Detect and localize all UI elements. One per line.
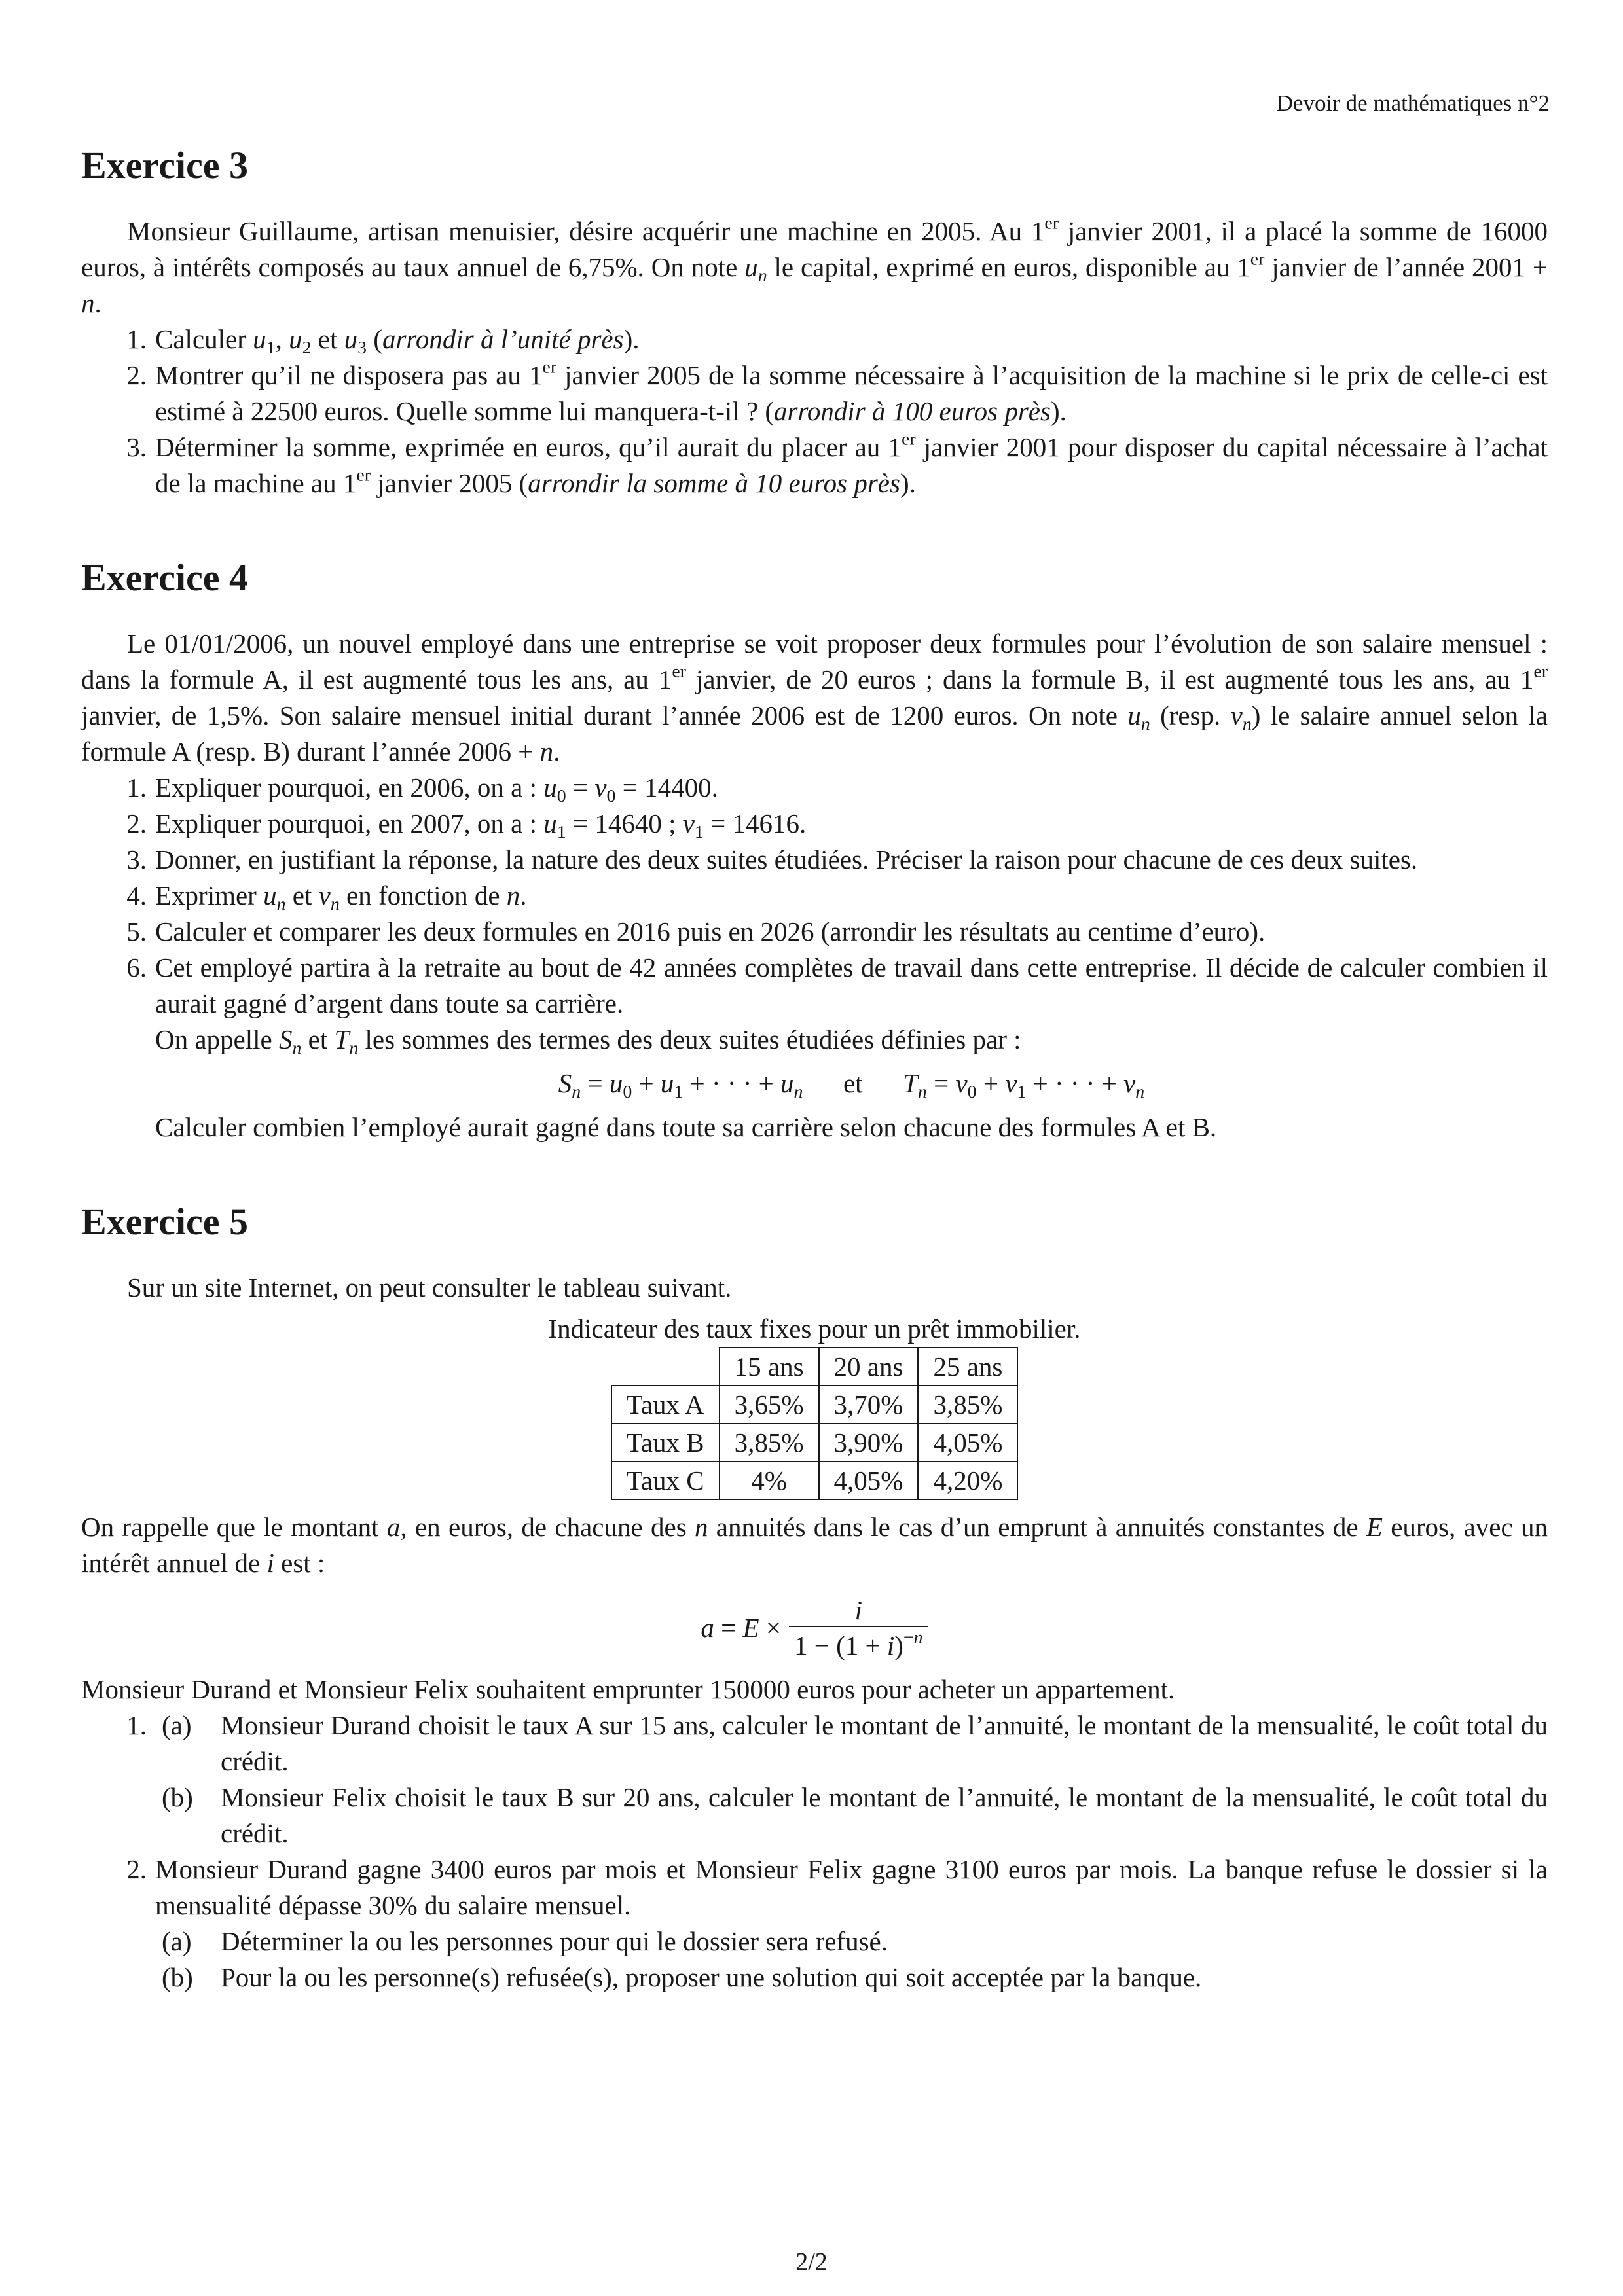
- table-row: [611, 1462, 1018, 1499]
- annuity-formula: a = E × $\frac{i}{1 - (1 + i)^{-n}}$: [81, 1594, 1548, 1661]
- text: Cet employé partira à la retraite au bout de 42 années complètes de travail dans cette entreprise. Il décide de calculer combien il aurait gagné d’argent dans toute sa carrière.: [155, 952, 1548, 1018]
- column-header: 15 ans: [720, 1348, 819, 1386]
- row-label: Taux B: [611, 1424, 720, 1462]
- table-cell: 3,70%: [819, 1386, 919, 1424]
- text: annuités dans le cas d’un emprunt à annuités constantes de: [708, 1512, 1366, 1542]
- text: est :: [274, 1548, 325, 1578]
- text: Calculer: [155, 324, 253, 354]
- text: Expliquer pourquoi, en 2006, on a :: [155, 772, 544, 802]
- text: janvier 2005 de la somme nécessaire à l’acquisition de la machine si le prix de celle-ci est estimé à 22500 euros. Quelle somme lui manquera-t-il ? (: [155, 360, 1548, 426]
- text: ).: [623, 324, 640, 354]
- text: Pour la ou les personne(s) refusée(s), proposer une solution qui soit acceptée par la banque.: [221, 1962, 1202, 1992]
- question-5: 5. Calculer et comparer les deux formules en 2016 puis en 2026 (arrondir les résultats au centime d’euro).: [126, 916, 1266, 946]
- text: les sommes des termes des deux suites étudiées définies par :: [358, 1024, 1021, 1054]
- annuity-recall: On rappelle que le montant a, en euros, de chacune des n annuités dans le cas d’un emprunt à annuités constantes de E euros, avec un intérêt annuel de i est :: [81, 1512, 1548, 1578]
- question-3: 3. Déterminer la somme, exprimée en euros, qu’il aurait du placer au 1er janvier 2001 pour disposer du capital nécessaire à l’achat de la machine au 1er janvier 2005 (arrondir la somme à 10 euros près).: [126, 429, 1548, 498]
- rates-table-wrapper: [81, 1347, 1548, 1500]
- exercise-3-intro: Monsieur Guillaume, artisan menuisier, désire acquérir une machine en 2005. Au 1er janvier 2001, il a placé la somme de 16000 euros, à intérêts composés au taux annuel de 6,75%. On note $u_n$ le capital, exprimé en euros, disponible au 1er janvier de l’année 2001 + n.: [81, 213, 1548, 318]
- text: On rappelle que le montant: [81, 1512, 387, 1542]
- table-row: [611, 1386, 1018, 1424]
- text: janvier, de 20 euros ; dans la formule B, il est augmenté tous les ans, au 1: [685, 664, 1534, 694]
- question-2b: (b) Pour la ou les personne(s) refusée(s), proposer une solution qui soit acceptée par la banque.: [162, 1962, 1202, 1992]
- text: janvier 2001 pour disposer du capital nécessaire à l’achat de la machine au 1: [155, 432, 1548, 498]
- row-label: Taux A: [611, 1386, 720, 1424]
- question-2: 2. Monsieur Durand gagne 3400 euros par mois et Monsieur Felix gagne 3100 euros par mois. La banque refuse le dossier si la mensualité dépasse 30% du salaire mensuel. (a) Déterminer la ou les personnes pour qui le dossier sera refusé. (b) Pour la ou les personne(s) refusée(s), proposer une solution qui soit acceptée par la banque.: [81, 1852, 1548, 1996]
- text: (resp.: [1150, 700, 1231, 730]
- exercise-3-questions: [81, 321, 1548, 501]
- text: le capital, exprimé en euros, disponible au 1: [767, 252, 1250, 282]
- sub-questions: [155, 1708, 1548, 1852]
- column-header: 25 ans: [918, 1348, 1017, 1386]
- table-cell: 4,05%: [918, 1424, 1017, 1462]
- exercise-5-title: Exercice 5: [81, 1200, 248, 1243]
- row-label: Taux C: [611, 1462, 720, 1499]
- text: Monsieur Durand gagne 3400 euros par mois et Monsieur Felix gagne 3100 euros par mois. La banque refuse le dossier si la mensualité dépasse 30% du salaire mensuel.: [155, 1854, 1548, 1920]
- exercise-4-title: Exercice 4: [81, 556, 248, 599]
- text: en fonction de: [339, 880, 507, 910]
- text: et: [843, 1068, 863, 1098]
- exercise-4-questions: [81, 770, 1548, 1145]
- text: = 14400.: [615, 772, 718, 802]
- question-2a: (a) Déterminer la ou les personnes pour qui le dossier sera refusé.: [162, 1926, 888, 1956]
- table-header-row: [611, 1348, 1018, 1386]
- table-corner: [611, 1348, 720, 1386]
- question-1: 1. Calculer $u_1$, $u_2$ et $u_3$ (arrondir à l’unité près).: [126, 324, 640, 358]
- text: ,: [275, 324, 289, 354]
- text: et: [285, 880, 319, 910]
- text: Déterminer la somme, exprimée en euros, qu’il aurait du placer au 1: [155, 432, 902, 462]
- text: Monsieur Durand choisit le taux A sur 15 ans, calculer le montant de l’annuité, le montant de la mensualité, le coût total du crédit.: [221, 1710, 1548, 1776]
- text: ).: [900, 468, 916, 498]
- text: ) le salaire annuel selon la formule A (resp. B) durant l’année 2006 +: [81, 700, 1548, 766]
- question-1: 1. (a) Monsieur Durand choisit le taux A sur 15 ans, calculer le montant de l’annuité, le montant de la mensualité, le coût total du crédit. (b) Monsieur Felix choisit le taux B sur 20 ans, calculer le montant de l’annuité, le montant de la mensualité, le coût total du crédit.: [81, 1708, 1548, 1852]
- text: = 14616.: [703, 808, 807, 838]
- question-1: 1. Expliquer pourquoi, en 2006, on a : $u_0 = v_0 = 14400$.: [126, 772, 718, 806]
- text: , en euros, de chacune des: [400, 1512, 695, 1542]
- table-cell: 4,20%: [918, 1462, 1017, 1499]
- text: janvier, de 1,5%. Son salaire mensuel initial durant l’année 2006 est de 1200 euros. On note: [81, 700, 1128, 730]
- text: (: [367, 324, 382, 354]
- text: Monsieur Guillaume, artisan menuisier, désire acquérir une machine en 2005. Au 1: [127, 216, 1045, 246]
- rates-table: [611, 1347, 1019, 1500]
- text: Calculer et comparer les deux formules en 2016 puis en 2026 (arrondir les résultats au centime d’euro).: [155, 916, 1266, 946]
- question-4: 4. Exprimer $u_n$ et $v_n$ en fonction de n.: [126, 880, 527, 914]
- rounding-hint: arrondir la somme à 10 euros près: [528, 468, 900, 498]
- table-cell: 3,65%: [720, 1386, 819, 1424]
- question-1b: (b) Monsieur Felix choisit le taux B sur 20 ans, calculer le montant de l’annuité, le montant de la mensualité, le coût total du crédit.: [162, 1782, 1548, 1848]
- table-row: [611, 1424, 1018, 1462]
- text: Exprimer: [155, 880, 264, 910]
- text: = 14640 ;: [566, 808, 683, 838]
- text: On appelle: [155, 1024, 279, 1054]
- question-2: 2. Expliquer pourquoi, en 2007, on a : $u_1 = 14640$ ; $v_1 = 14616$.: [126, 808, 807, 842]
- fraction: $\frac{i}{1 - (1 + i)^{-n}}$: [789, 1594, 928, 1661]
- text: euros, avec un intérêt annuel de: [81, 1512, 1548, 1578]
- text: Expliquer pourquoi, en 2007, on a :: [155, 808, 544, 838]
- text: Monsieur Felix choisit le taux B sur 20 ans, calculer le montant de l’annuité, le montant de la mensualité, le coût total du crédit.: [221, 1782, 1548, 1848]
- exercise-5: [81, 1200, 1548, 1996]
- text: janvier 2005 (: [371, 468, 528, 498]
- rounding-hint: arrondir à l’unité près: [382, 324, 624, 354]
- exercise-3-title: Exercice 3: [81, 144, 248, 187]
- rounding-hint: arrondir à 100 euros près: [774, 396, 1051, 426]
- table-cell: 3,85%: [720, 1424, 819, 1462]
- text: janvier de l’année 2001 +: [1264, 252, 1548, 282]
- exercise-4-intro: Le 01/01/2006, un nouvel employé dans une entreprise se voit proposer deux formules pour l’évolution de son salaire mensuel : dans la formule A, il est augmenté tous les ans, au 1er janvier, de 20 euros ; dans la formule B, il est augmenté tous les ans, au 1er janvier, de 1,5%. Son salaire mensuel initial durant l’année 2006 est de 1200 euros. On note $u_n$ (resp. $v_n$) le salaire annuel selon la formule A (resp. B) durant l’année 2006 + n.: [81, 628, 1548, 766]
- exercise-3: [81, 144, 1548, 501]
- loan-statement: Monsieur Durand et Monsieur Felix souhaitent emprunter 150000 euros pour acheter un appartement.: [81, 1674, 1175, 1704]
- table-cell: 3,85%: [918, 1386, 1017, 1424]
- sums-equation: $S_n = u_0 + u_1$ + · · · + $u_n$ et $T_n = v_0 + v_1$ + · · · + $v_n$: [558, 1068, 1145, 1102]
- exercise-4: [81, 556, 1548, 1145]
- table-cell: 4,05%: [819, 1462, 919, 1499]
- text: janvier 2001, il a placé la somme de 16000 euros, à intérêts composés au taux annuel de 6,75%. On note: [81, 216, 1548, 282]
- running-header: Devoir de mathématiques n°2: [1276, 90, 1550, 116]
- text: Déterminer la ou les personnes pour qui le dossier sera refusé.: [221, 1926, 888, 1956]
- text: et: [311, 324, 344, 354]
- question-2: 2. Montrer qu’il ne disposera pas au 1er janvier 2005 de la somme nécessaire à l’acquisition de la machine si le prix de celle-ci est estimé à 22500 euros. Quelle somme lui manquera-t-il ? (arrondir à 100 euros près).: [126, 357, 1548, 426]
- content: [81, 144, 1548, 2051]
- text: Donner, en justifiant la réponse, la nature des deux suites étudiées. Préciser la raison pour chacune de ces deux suites.: [155, 844, 1418, 874]
- table-cell: 4%: [720, 1462, 819, 1499]
- text: et: [301, 1024, 335, 1054]
- table-cell: 3,90%: [819, 1424, 919, 1462]
- sub-questions: [155, 1924, 1548, 1996]
- question-1a: (a) Monsieur Durand choisit le taux A sur 15 ans, calculer le montant de l’annuité, le montant de la mensualité, le coût total du crédit.: [162, 1710, 1548, 1776]
- exercise-5-questions: [81, 1708, 1548, 1996]
- question-6: 6. Cet employé partira à la retraite au bout de 42 années complètes de travail dans cette entreprise. Il décide de calculer combien il aurait gagné d’argent dans toute sa carrière. On appelle $S_n$ et $T_n$ les sommes des termes des deux suites étudiées définies par : $S_n = u_0 + u_1$ + · · · + $u_n$ et $T_n = v_0 + v_1$ + · · · + $v_n$ Calculer combien l’employé aurait gagné dans toute sa carrière selon chacune des formules A et B.: [126, 952, 1548, 1142]
- table-caption: Indicateur des taux fixes pour un prêt immobilier.: [548, 1314, 1081, 1344]
- text: ).: [1050, 396, 1067, 426]
- page-number: 2/2: [795, 2248, 828, 2276]
- question-3: 3. Donner, en justifiant la réponse, la nature des deux suites étudiées. Préciser la raison pour chacune de ces deux suites.: [126, 844, 1418, 874]
- text: Montrer qu’il ne disposera pas au 1: [155, 360, 543, 390]
- text: Calculer combien l’employé aurait gagné dans toute sa carrière selon chacune des formules A et B.: [155, 1112, 1217, 1142]
- column-header: 20 ans: [819, 1348, 919, 1386]
- text: Le 01/01/2006, un nouvel employé dans une entreprise se voit proposer deux formules pour l’évolution de son salaire mensuel : dans la formule A, il est augmenté tous les ans, au 1: [81, 628, 1548, 694]
- exercise-5-intro: Sur un site Internet, on peut consulter le tableau suivant.: [127, 1272, 732, 1302]
